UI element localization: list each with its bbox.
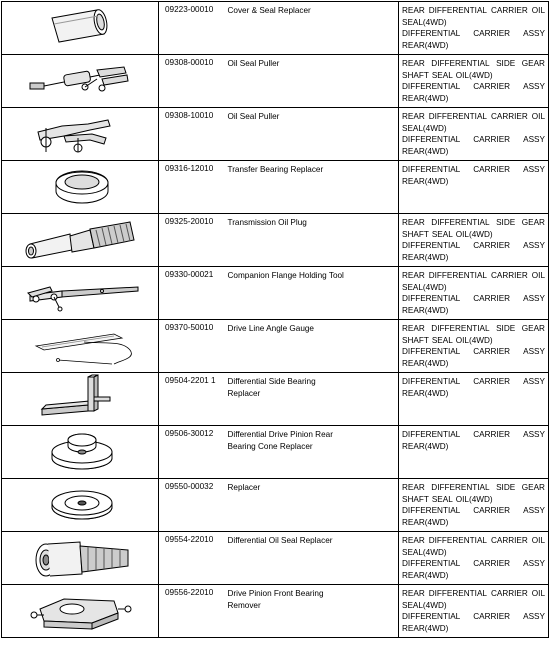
usage-line	[402, 600, 545, 612]
usage-word: CARRIER	[473, 559, 511, 569]
part-number-text: 09308-10010	[165, 111, 214, 120]
usage-line	[402, 81, 545, 93]
tool-name-line: Transfer Bearing Replacer	[227, 165, 324, 174]
usage-word: REAR(4WD)	[402, 570, 449, 580]
table-row	[2, 373, 549, 426]
usage-word: DIFFERENTIAL	[402, 82, 461, 92]
table-row	[2, 320, 549, 373]
usage-word: DIFFERENTIAL	[402, 612, 461, 622]
usage-word: DIFFERENTIAL	[402, 241, 461, 251]
usage-word: REAR(4WD)	[402, 358, 449, 368]
usage-word: REAR	[402, 6, 425, 15]
oil-plug-icon	[2, 214, 157, 266]
table-row	[2, 532, 549, 585]
usage-line	[402, 217, 545, 229]
tool-usage	[399, 373, 549, 426]
usage-word: ASSY	[523, 135, 545, 145]
tool-name	[226, 426, 399, 479]
flat-disc-replacer-icon	[2, 479, 157, 531]
tool-image-cell	[2, 161, 159, 214]
usage-line	[402, 429, 545, 441]
cylinder-sleeve-icon	[2, 2, 157, 54]
tool-image-cell	[2, 532, 159, 585]
tool-name	[226, 161, 399, 214]
usage-word: CARRIER	[473, 135, 511, 145]
usage-word: REAR	[402, 112, 425, 121]
usage-word: DIFFERENTIAL	[402, 165, 461, 174]
usage-word: DIFFERENTIAL	[402, 135, 461, 145]
usage-line	[402, 40, 545, 52]
part-number-text: 09550-00032	[165, 482, 214, 491]
usage-word: REAR(4WD)	[402, 93, 449, 103]
usage-word: ASSY	[523, 612, 545, 622]
usage-word: OIL	[531, 6, 545, 15]
special-tools-table	[1, 1, 549, 638]
tool-usage	[399, 214, 549, 267]
tool-name-line: Oil Seal Puller	[227, 59, 280, 68]
usage-word: REAR(4WD)	[402, 176, 449, 186]
part-number	[159, 479, 226, 532]
usage-line	[402, 270, 545, 282]
part-number-text: 09556-22010	[165, 588, 214, 597]
usage-line	[402, 376, 545, 388]
usage-word: DIFFERENTIAL	[428, 536, 487, 545]
tool-usage	[399, 320, 549, 373]
usage-word: SIDE	[496, 59, 516, 68]
usage-line	[402, 358, 545, 370]
usage-line	[402, 240, 545, 252]
usage-word: CARRIER	[490, 589, 528, 598]
tool-name	[226, 479, 399, 532]
tool-name	[226, 373, 399, 426]
usage-line	[402, 93, 545, 105]
part-number	[159, 585, 226, 638]
usage-line	[402, 28, 545, 40]
usage-line	[402, 134, 545, 146]
usage-word: ASSY	[523, 347, 545, 357]
usage-word: CARRIER	[473, 347, 511, 357]
usage-word: DIFFERENTIAL	[428, 271, 487, 280]
usage-line	[402, 623, 545, 635]
usage-line	[402, 323, 545, 335]
usage-line	[402, 570, 545, 582]
tool-name-line: Differential Oil Seal Replacer	[227, 536, 333, 545]
table-row	[2, 585, 549, 638]
part-number	[159, 214, 226, 267]
ring-replacer-icon	[2, 161, 157, 213]
tool-name	[226, 532, 399, 585]
stepped-disc-replacer-icon	[2, 426, 157, 478]
tool-usage	[399, 426, 549, 479]
usage-line	[402, 252, 545, 264]
angle-gauge-icon	[2, 320, 157, 372]
usage-word: CARRIER	[473, 430, 511, 439]
usage-word: REAR(4WD)	[402, 517, 449, 527]
usage-word: DIFFERENTIAL	[402, 506, 461, 516]
usage-word: SEAL(4WD)	[402, 17, 447, 27]
usage-word: SIDE	[496, 218, 516, 227]
usage-word: GEAR	[521, 218, 545, 227]
usage-word: ASSY	[523, 294, 545, 304]
tool-name-line: Drive Pinion Front Bearing	[227, 589, 324, 598]
usage-word: REAR(4WD)	[402, 623, 449, 633]
tool-name-line: Transmission Oil Plug	[227, 218, 307, 227]
bearing-remover-icon	[2, 585, 157, 637]
table-row	[2, 426, 549, 479]
usage-line	[402, 123, 545, 135]
tool-usage	[399, 532, 549, 585]
usage-word: CARRIER	[490, 536, 528, 545]
usage-line	[402, 558, 545, 570]
tool-name-line: Bearing Cone Replacer	[227, 441, 313, 451]
usage-line	[402, 229, 545, 241]
table-row	[2, 214, 549, 267]
usage-line	[402, 388, 545, 400]
usage-line	[402, 5, 545, 17]
tool-image-cell	[2, 320, 159, 373]
usage-word: REAR	[402, 218, 425, 227]
tool-name	[226, 2, 399, 55]
part-number	[159, 373, 226, 426]
usage-line	[402, 146, 545, 158]
tool-name	[226, 320, 399, 373]
part-number-text: 09370-50010	[165, 323, 214, 332]
usage-word: CARRIER	[473, 612, 511, 622]
tool-usage	[399, 108, 549, 161]
tool-image-cell	[2, 479, 159, 532]
tool-image-cell	[2, 267, 159, 320]
table-row	[2, 108, 549, 161]
usage-word: DIFFERENTIAL	[431, 59, 490, 68]
usage-word: SIDE	[496, 324, 516, 333]
usage-line	[402, 293, 545, 305]
usage-line	[402, 70, 545, 82]
tool-name	[226, 108, 399, 161]
tool-name	[226, 585, 399, 638]
usage-line	[402, 482, 545, 494]
usage-word: DIFFERENTIAL	[402, 559, 461, 569]
tool-name-line: Drive Line Angle Gauge	[227, 324, 314, 333]
part-number	[159, 2, 226, 55]
table-row	[2, 479, 549, 532]
usage-word: ASSY	[523, 241, 545, 251]
usage-word: CARRIER	[473, 241, 511, 251]
tool-usage	[399, 161, 549, 214]
usage-line	[402, 611, 545, 623]
usage-word: REAR	[402, 271, 425, 280]
usage-word: DIFFERENTIAL	[431, 324, 490, 333]
usage-word: DIFFERENTIAL	[431, 218, 490, 227]
usage-word: CARRIER	[473, 506, 511, 516]
usage-line	[402, 517, 545, 529]
usage-word: CARRIER	[490, 112, 528, 121]
usage-word: OIL	[531, 112, 545, 121]
usage-word: DIFFERENTIAL	[402, 430, 461, 439]
usage-word: REAR	[402, 536, 425, 545]
usage-word: SHAFT	[402, 70, 429, 80]
usage-word: SHAFT	[402, 335, 429, 345]
usage-word: REAR	[402, 589, 425, 598]
usage-word: ASSY	[523, 29, 545, 39]
usage-word: ASSY	[523, 559, 545, 569]
usage-line	[402, 335, 545, 347]
usage-word: DIFFERENTIAL	[402, 29, 461, 39]
tool-name-line: Replacer	[227, 483, 261, 492]
tool-image-cell	[2, 426, 159, 479]
part-number-text: 09504-2201 1	[165, 376, 216, 385]
usage-word: REAR(4WD)	[402, 252, 449, 262]
usage-line	[402, 111, 545, 123]
table-row	[2, 267, 549, 320]
usage-word: REAR(4WD)	[402, 40, 449, 50]
tool-name-line: Remover	[227, 600, 261, 610]
usage-word: REAR	[402, 324, 425, 333]
usage-word: ASSY	[523, 165, 545, 174]
part-number-text: 09308-00010	[165, 58, 214, 67]
tool-image-cell	[2, 108, 159, 161]
tool-name	[226, 55, 399, 108]
usage-word: SHAFT	[402, 494, 429, 504]
table-row	[2, 2, 549, 55]
usage-word: ASSY	[523, 430, 545, 439]
usage-word: REAR(4WD)	[402, 146, 449, 156]
tool-name	[226, 267, 399, 320]
usage-word: CARRIER	[473, 82, 511, 92]
usage-word: REAR	[402, 59, 425, 68]
flange-holding-tool-icon	[2, 267, 157, 319]
part-number	[159, 108, 226, 161]
usage-word: REAR(4WD)	[402, 388, 449, 398]
usage-word: SEAL	[431, 70, 453, 80]
table-row	[2, 161, 549, 214]
tools-table-body	[2, 2, 549, 638]
tool-usage	[399, 267, 549, 320]
usage-word: SHAFT	[402, 229, 429, 239]
usage-word: SEAL(4WD)	[402, 547, 447, 557]
usage-word: ASSY	[523, 506, 545, 516]
usage-word: REAR(4WD)	[402, 305, 449, 315]
usage-word: GEAR	[521, 59, 545, 68]
part-number-text: 09554-22010	[165, 535, 214, 544]
usage-word: DIFFERENTIAL	[431, 483, 490, 492]
usage-word: CARRIER	[473, 377, 511, 386]
usage-word: SEAL	[431, 229, 453, 239]
usage-line	[402, 494, 545, 506]
usage-word: GEAR	[521, 324, 545, 333]
usage-word: SEAL	[431, 335, 453, 345]
usage-word: SIDE	[496, 483, 516, 492]
usage-word: CARRIER	[490, 271, 528, 280]
table-row	[2, 55, 549, 108]
usage-word: SEAL(4WD)	[402, 600, 447, 610]
tool-name-line: Oil Seal Puller	[227, 112, 280, 121]
usage-line	[402, 282, 545, 294]
tool-image-cell	[2, 55, 159, 108]
usage-word: SEAL(4WD)	[402, 123, 447, 133]
usage-word: DIFFERENTIAL	[402, 294, 461, 304]
usage-line	[402, 535, 545, 547]
usage-word: OIL(4WD)	[455, 229, 493, 239]
tool-name-line: Differential Drive Pinion Rear	[227, 430, 333, 439]
seal-puller-icon	[2, 108, 157, 160]
tool-usage	[399, 479, 549, 532]
part-number	[159, 267, 226, 320]
usage-word: CARRIER	[473, 294, 511, 304]
usage-word: DIFFERENTIAL	[402, 347, 461, 357]
usage-word: OIL(4WD)	[455, 494, 493, 504]
usage-line	[402, 346, 545, 358]
usage-word: OIL(4WD)	[455, 335, 493, 345]
usage-line	[402, 547, 545, 559]
slide-hammer-puller-icon	[2, 55, 157, 107]
usage-word: OIL	[531, 589, 545, 598]
part-number-text: 09316-12010	[165, 164, 214, 173]
part-number-text: 09506-30012	[165, 429, 214, 438]
usage-word: SEAL(4WD)	[402, 282, 447, 292]
usage-word: REAR	[402, 483, 425, 492]
usage-line	[402, 17, 545, 29]
tool-usage	[399, 55, 549, 108]
usage-word: OIL	[531, 271, 545, 280]
tool-name-line: Differential Side Bearing	[227, 377, 316, 386]
part-number	[159, 532, 226, 585]
usage-line	[402, 441, 545, 453]
tool-image-cell	[2, 373, 159, 426]
tool-image-cell	[2, 585, 159, 638]
part-number	[159, 55, 226, 108]
usage-word: OIL(4WD)	[455, 70, 493, 80]
usage-word: DIFFERENTIAL	[428, 589, 487, 598]
usage-word: CARRIER	[473, 29, 511, 39]
usage-word: DIFFERENTIAL	[402, 377, 461, 386]
part-number-text: 09223-00010	[165, 5, 214, 14]
usage-word: CARRIER	[490, 6, 528, 15]
usage-line	[402, 588, 545, 600]
part-number	[159, 426, 226, 479]
usage-word: CARRIER	[473, 165, 511, 174]
tool-image-cell	[2, 2, 159, 55]
part-number	[159, 161, 226, 214]
tool-name-line: Companion Flange Holding Tool	[227, 271, 344, 280]
usage-word: OIL	[531, 536, 545, 545]
usage-word: GEAR	[521, 483, 545, 492]
usage-word: SEAL	[431, 494, 453, 504]
part-number-text: 09325-20010	[165, 217, 214, 226]
part-number	[159, 320, 226, 373]
part-number-text: 09330-00021	[165, 270, 214, 279]
tool-usage	[399, 585, 549, 638]
tool-image-cell	[2, 214, 159, 267]
usage-word: ASSY	[523, 82, 545, 92]
usage-word: ASSY	[523, 377, 545, 386]
usage-line	[402, 305, 545, 317]
usage-line	[402, 176, 545, 188]
tool-usage	[399, 2, 549, 55]
tool-name-line: Cover & Seal Replacer	[227, 6, 311, 15]
usage-word: DIFFERENTIAL	[428, 6, 487, 15]
usage-word: REAR(4WD)	[402, 441, 449, 451]
usage-line	[402, 164, 545, 176]
tool-name	[226, 214, 399, 267]
usage-word: DIFFERENTIAL	[428, 112, 487, 121]
l-bracket-replacer-icon	[2, 373, 157, 425]
tool-name-line: Replacer	[227, 388, 261, 398]
seal-replacer-icon	[2, 532, 157, 584]
usage-line	[402, 505, 545, 517]
usage-line	[402, 58, 545, 70]
